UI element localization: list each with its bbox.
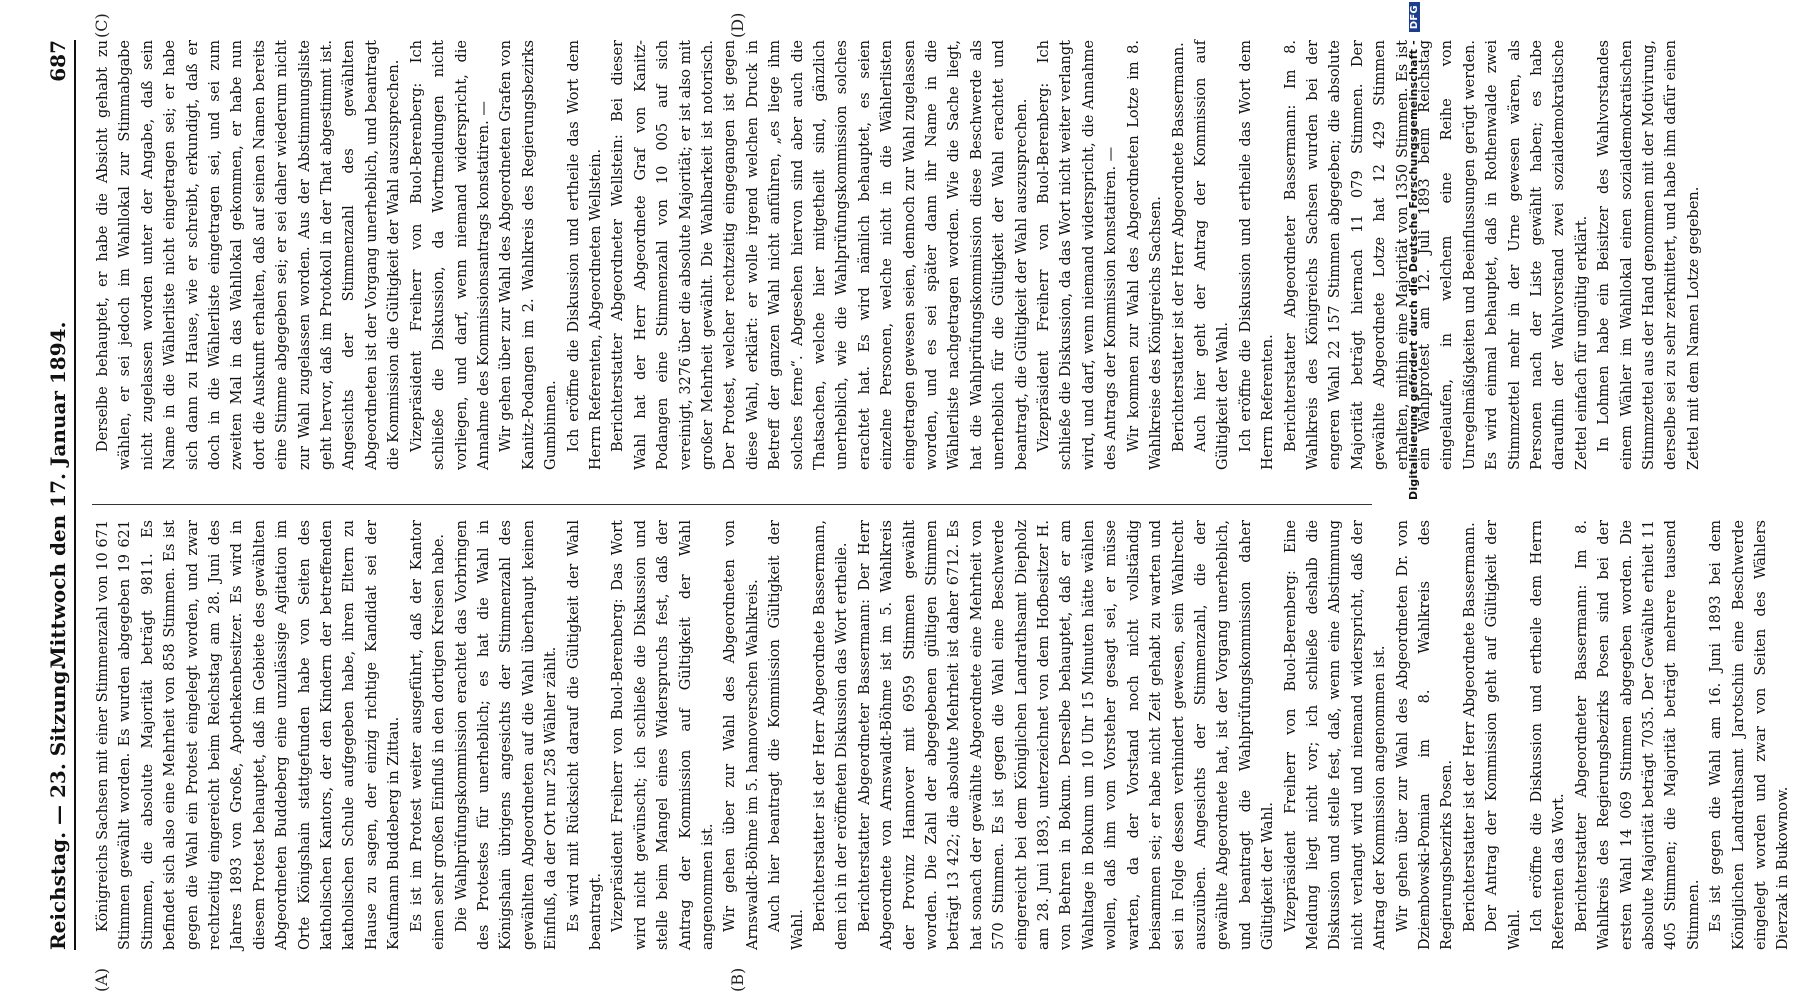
paragraph: Vizepräsident Freiherr von Buol-Berenberg: Ich schließe die Diskussion, da das Wort nicht weiter verlangt wird, und darf, wenn niemand widerspricht, die Annahme des Antrags der Kommission konstatiren. —: [1036, 40, 1120, 470]
paragraph: Der Antrag der Kommission geht auf Gültigkeit der Wahl.: [1484, 520, 1523, 950]
page-number: 687: [46, 40, 70, 82]
paragraph: Ich eröffne die Diskussion und ertheile das Wort dem Herrn Referenten.: [1237, 40, 1277, 470]
column-divider: [92, 504, 1372, 505]
paragraph: Die Wahlprüfungskommission erachtet das Vorbringen des Protestes für unerheblich; es hat die Wahl in Königshain übrigens angesichts der Stimmenzahl des gewählten Abgeordneten auf die Wahl überhaupt keinen Einfluß, da der Ort nur 258 Wähler zählt.: [453, 520, 560, 950]
paragraph: Wir kommen zur Wahl des Abgeordneten Lotze im 8. Wahlkreise des Königreichs Sachsen.: [1125, 40, 1165, 470]
paragraph: In Lohmen habe ein Beisitzer des Wahlvorstandes einem Wähler im Wahllokal einen sozialdemokratischen Stimmzettel aus der Hand genommen mit der Motivirung, derselbe sei zu sehr zerknittert, und habe ihm dafür einen Zettel mit dem Namen Lotze gegeben.: [1596, 40, 1702, 470]
header-date: Mittwoch den 17. Januar 1894.: [46, 321, 70, 669]
paragraph: Vizepräsident Freiherr von Buol-Berenberg: Das Wort wird nicht gewünscht; ich schließe die Diskussion und stelle beim Mangel eines Widerspruchs fest, daß der Antrag der Kommission auf Gültigkeit der Wahl angenommen ist.: [610, 520, 716, 950]
page-header: [40, 40, 76, 950]
paragraph: Berichterstatter ist der Herr Abgeordnete Bassermann, dem ich in der eröffneten Diskussion das Wort ertheile.: [812, 520, 851, 950]
credit-text: Digitalisierung gefördert durch die Deutsche Forschungsgemeinschaft -: [1407, 40, 1420, 500]
margin-marker-d: (D): [728, 12, 747, 38]
paragraph: Vizepräsident Freiherr von Buol-Berenberg: Eine Meldung liegt nicht vor; ich schließe deshalb die Diskussion und stelle fest, daß, wenn eine Abstimmung nicht verlangt wird und niemand widerspricht, daß der Antrag der Kommission angenommen ist.: [1282, 520, 1389, 950]
paragraph: Auch hier geht der Antrag der Kommission auf Gültigkeit der Wahl.: [1192, 40, 1232, 470]
paragraph: Berichterstatter Abgeordneter Wellstein: Bei dieser Wahl hat der Herr Abgeordnete Graf von Kanitz-Podangen eine Stimmenzahl von 10 005 auf sich vereinigt, 3276 über die absolute Majorität; er ist also mit großer Mehrheit gewählt. Die Wahlbarkeit ist notorisch. Der Protest, welcher rechtzeitig eingegangen ist gegen diese Wahl, erklärt: er wolle irgend welchen Druck in Betreff der ganzen Wahl nicht anführen, „es liege ihm solches ferne“. Abgesehen hiervon sind aber auch die Thatsachen, welche hier mitgetheilt sind, gänzlich unerheblich, wie die Wahlprüfungskommission solches erachtet hat. Es wird nämlich behauptet, es seien einzelne Personen, welche nicht in die Wählerlisten eingetragen gewesen seien, dennoch zur Wahl zugelassen worden, und es sei später dann ihr Name in die Wählerliste nachgetragen worden. Wie die Sache liegt, hat die Wahlprüfungskommission diese Beschwerde als unerheblich für die Gültigkeit der Wahl erachtet und beantragt, die Gültigkeit der Wahl auszusprechen.: [610, 40, 1030, 470]
paragraph: Ich eröffne die Diskussion und ertheile dem Herrn Referenten das Wort.: [1529, 520, 1568, 950]
paragraph: Es wird mit Rücksicht darauf die Gültigkeit der Wahl beantragt.: [565, 520, 604, 950]
paragraph: Wir gehen über zur Wahl des Abgeordneten Dr. von Dziembowski-Pomian im 8. Wahlkreis des Regierungsbezirks Posen.: [1394, 520, 1456, 950]
paragraph: Es ist im Protest weiter ausgeführt, daß der Kantor einen sehr großen Einfluß in den dortigen Kreisen habe.: [408, 520, 448, 950]
paragraph: Berichterstatter Abgeordneter Bassermann: Im 8. Wahlkreis des Königreichs Sachsen wurden bei der engeren Wahl 22 157 Stimmen abgegeben; die absolute Majorität beträgt hiernach 11 079 Stimmen. Der gewählte Abgeordnete Lotze hat 12 429 Stimmen erhalten, mithin eine Majorität von 1350 Stimmen. Es ist ein Wahlprotest am 12. Juli 1893 beim Reichstag eingelaufen, in welchem eine Reihe von Unregelmäßigkeiten und Beeinflussungen gerügt werden. Es wird einmal behauptet, daß in Rothenwalde zwei Stimmzettel mehr in der Urne gewesen wären, als Personen nach der Liste gewählt haben; es habe daraufhin der Wahlvorstand zwei sozialdemokratische Zettel einfach für ungültig erklärt.: [1282, 40, 1590, 470]
digitization-credit: [1407, 2, 1420, 500]
paragraph: Berichterstatter ist der Herr Abgeordnete Bassermann.: [1170, 42, 1187, 452]
paragraph: Auch hier beantragt die Kommission Gültigkeit der Wahl.: [767, 520, 806, 950]
paragraph: Königreichs Sachsen mit einer Stimmenzahl von 10 671 Stimmen gewählt worden. Es wurden abgegeben 19 621 Stimmen, die absolute Majorität beträgt 9811. Es befindet sich also eine Mehrheit von 858 Stimmen. Es ist gegen die Wahl ein Protest eingelegt worden, und zwar rechtzeitig eingereicht beim Reichstag am 28. Juni des Jahres 1893 von Große, Apothekenbesitzer. Es wird in diesem Protest behauptet, daß im Gebiete des gewählten Abgeordneten Buddeberg eine unzulässige Agitation im Orte Königshain stattgefunden habe von Seiten des katholischen Kantors, der den Kindern der betreffenden katholischen Schule aufgegeben habe, ihren Eltern zu Hause zu sagen, der einzig richtige Kandidat sei der Kaufmann Buddeberg in Zittau.: [95, 520, 403, 950]
paragraph: Ich eröffne die Diskussion und ertheile das Wort dem Herrn Referenten, Abgeordneten Wellstein.: [565, 40, 604, 470]
paragraph: Berichterstatter Abgeordneter Bassermann: Der Herr Abgeordnete von Arnswaldt-Böhme ist im 5. Wahlkreis der Provinz Hannover mit 6959 Stimmen gewählt worden. Die Zahl der abgegebenen gültigen Stimmen beträgt 13 422; die absolute Mehrheit ist daher 6712. Es hat sonach der gewählte Abgeordnete eine Mehrheit von 570 Stimmen. Es ist gegen die Wahl eine Beschwerde eingereicht bei dem Königlichen Landrathsamt Diepholz am 28. Juni 1893, unterzeichnet von dem Hofbesitzer H. von Behren in Bokum. Derselbe behauptet, daß er am Wahltage in Bokum um 10 Uhr 15 Minuten hätte wählen wollen, daß ihm vom Vorsteher gesagt sei, er müsse warten, da der Vorstand noch nicht vollständig beisammen sei; er habe nicht Zeit gehabt zu warten und sei in Folge dessen verhindert gewesen, sein Wahlrecht auszuüben. Angesichts der Stimmenzahl, die der gewählte Abgeordnete hat, ist der Vorgang unerheblich, und beantragt die Wahlprüfungskommission daher Gültigkeit der Wahl.: [856, 520, 1277, 950]
header-title: Reichstag. — 23. Sitzung.: [46, 663, 70, 950]
margin-marker-c: (C): [92, 13, 111, 38]
dfg-logo: DFG: [1409, 2, 1420, 32]
paragraph: Vizepräsident Freiherr von Buol-Berenberg: Ich schließe die Diskussion, da Wortmeldungen nicht vorliegen, und darf, wenn niemand widerspricht, die Annahme des Kommissionsantrags konstatiren. —: [408, 40, 492, 470]
margin-marker-b: (B): [728, 967, 747, 992]
paragraph: Berichterstatter ist der Herr Abgeordnete Bassermann.: [1461, 522, 1478, 932]
left-text-column: [92, 520, 1792, 950]
paragraph: Es ist gegen die Wahl am 16. Juni 1893 bei dem Königlichen Landrathsamt Jarotschin eine Beschwerde eingelegt worden und zwar von Seiten des Wählers Dierzak in Bukownow.: [1708, 520, 1792, 950]
paragraph: Berichterstatter Abgeordneter Bassermann: Im 8. Wahlkreis des Regierungsbezirks Posen sind bei der ersten Wahl 14 069 Stimmen abgegeben worden. Die absolute Majorität beträgt 7035. Der Gewählte erhielt 11 405 Stimmen; die Majorität beträgt mehrere tausend Stimmen.: [1573, 520, 1702, 950]
margin-marker-a: (A): [92, 967, 111, 992]
paragraph: Wir gehen über zur Wahl des Abgeordneten Grafen von Kanitz-Podangen im 2. Wahlkreis des Regierungsbezirks Gumbinnen.: [498, 40, 560, 470]
paragraph: Wir gehen über zur Wahl des Abgeordneten von Arnswaldt-Böhme im 5. hannoverschen Wahlkreis.: [722, 520, 761, 950]
paragraph: Derselbe behauptet, er habe die Absicht gehabt zu wählen, er sei jedoch im Wahllokal zur Stimmabgabe nicht zugelassen worden unter der Angabe, daß sein Name in die Wählerliste nicht eingetragen sei; er habe sich dann zu Hause, wie er schreibt, erkundigt, daß er doch in die Wählerliste eingetragen sei, und sei zum zweiten Mal in das Wahllokal gekommen, er habe nun dort die Auskunft erhalten, daß auf seinen Namen bereits eine Stimme abgegeben sei; er sei daher wiederum nicht zur Wahl zugelassen worden. Aus der Abstimmungsliste geht hervor, daß im Protokoll in der That abgestimmt ist. Angesichts der Stimmenzahl des gewählten Abgeordneten ist der Vorgang unerheblich, und beantragt die Kommission die Gültigkeit der Wahl auszusprechen.: [95, 40, 403, 470]
